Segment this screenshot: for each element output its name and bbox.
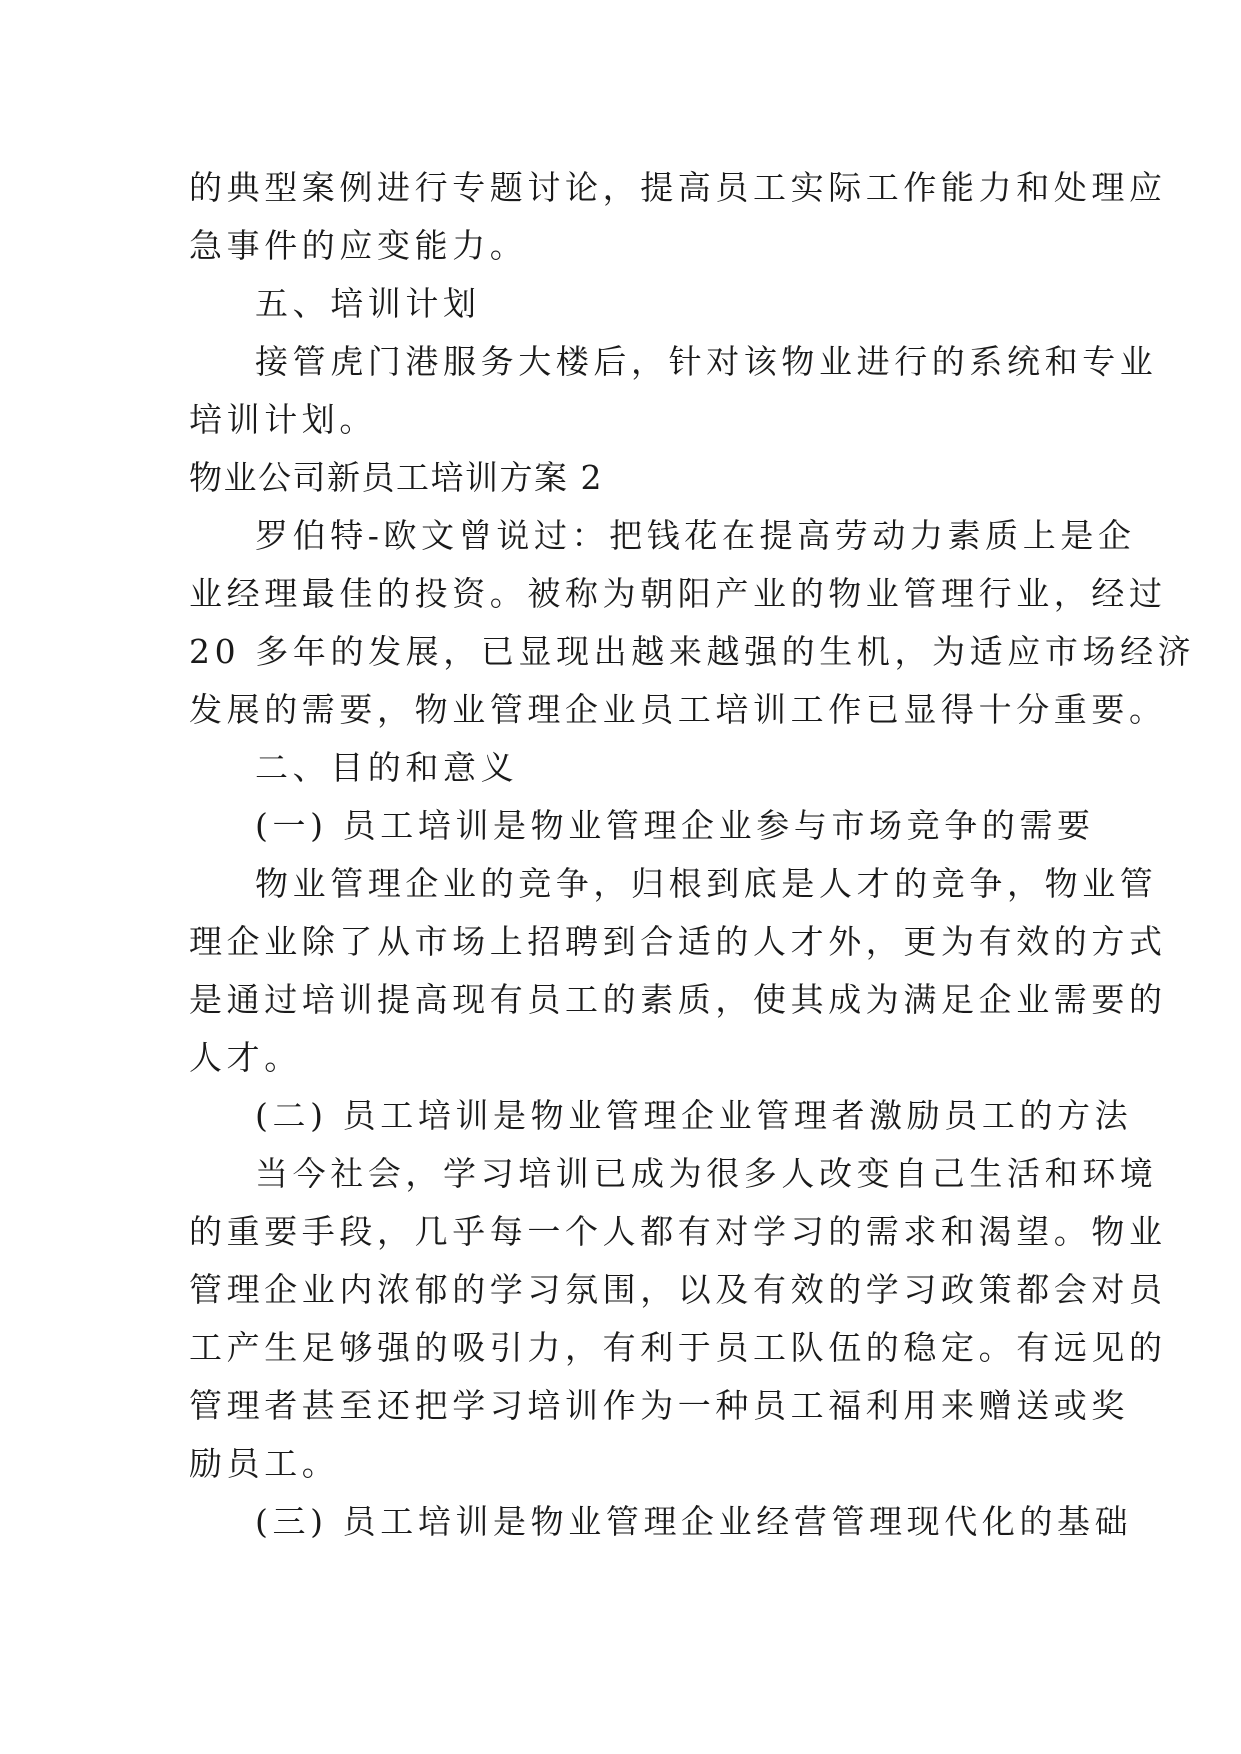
paragraph-line: 急事件的应变能力。 — [189, 226, 528, 265]
paragraph-line: 发展的需要，物业管理企业员工培训工作已显得十分重要。 — [189, 690, 1167, 729]
paragraph-line: 20 多年的发展，已显现出越来越强的生机，为适应市场经济 — [189, 632, 1196, 671]
subsection-heading: (三) 员工培训是物业管理企业经营管理现代化的基础 — [255, 1502, 1133, 1541]
subsection-heading: (二) 员工培训是物业管理企业管理者激励员工的方法 — [255, 1096, 1133, 1135]
paragraph-line: 当今社会，学习培训已成为很多人改变自己生活和环境 — [255, 1154, 1158, 1193]
section-heading: 五、培训计划 — [255, 284, 481, 323]
paragraph-line: 管理者甚至还把学习培训作为一种员工福利用来赠送或奖 — [189, 1386, 1129, 1425]
paragraph-line: 人才。 — [189, 1038, 302, 1077]
paragraph-line: 是通过培训提高现有员工的素质，使其成为满足企业需要的 — [189, 980, 1167, 1019]
paragraph-line: 励员工。 — [189, 1444, 340, 1483]
paragraph-line: 接管虎门港服务大楼后，针对该物业进行的系统和专业 — [255, 342, 1158, 381]
paragraph-line: 的重要手段，几乎每一个人都有对学习的需求和渴望。物业 — [189, 1212, 1167, 1251]
paragraph-line: 理企业除了从市场上招聘到合适的人才外，更为有效的方式 — [189, 922, 1167, 961]
section-heading: 二、目的和意义 — [255, 748, 519, 787]
subsection-heading: (一) 员工培训是物业管理企业参与市场竞争的需要 — [255, 806, 1095, 845]
document-title: 物业公司新员工培训方案 2 — [189, 458, 603, 497]
paragraph-line: 培训计划。 — [189, 400, 377, 439]
paragraph-line: 罗伯特-欧文曾说过：把钱花在提高劳动力素质上是企 — [255, 516, 1136, 555]
paragraph-line: 的典型案例进行专题讨论，提高员工实际工作能力和处理应 — [189, 168, 1167, 207]
document-body — [189, 159, 1196, 1551]
paragraph-line: 工产生足够强的吸引力，有利于员工队伍的稳定。有远见的 — [189, 1328, 1167, 1367]
paragraph-line: 物业管理企业的竞争，归根到底是人才的竞争，物业管 — [255, 864, 1158, 903]
paragraph-line: 管理企业内浓郁的学习氛围，以及有效的学习政策都会对员 — [189, 1270, 1167, 1309]
paragraph-line: 业经理最佳的投资。被称为朝阳产业的物业管理行业，经过 — [189, 574, 1167, 613]
